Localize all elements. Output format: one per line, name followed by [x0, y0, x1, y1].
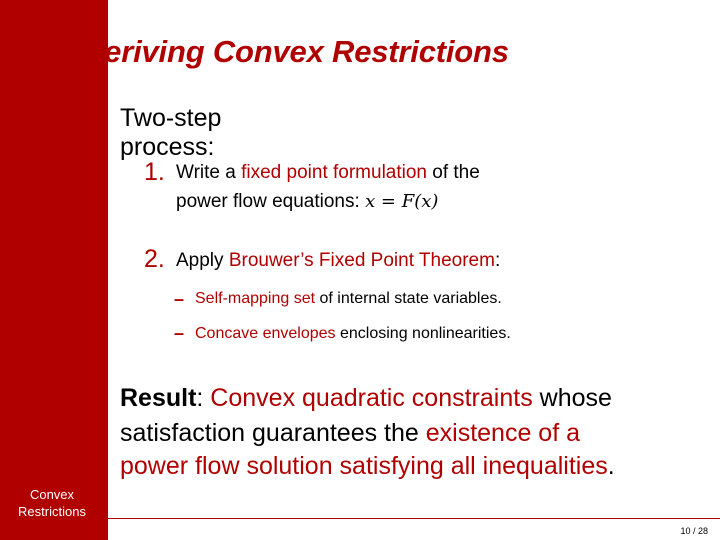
step-text-part: :: [494, 250, 501, 271]
result-highlight: power flow solution satisfying all inequalities: [120, 452, 608, 480]
step-text: [176, 247, 616, 275]
result-line: [120, 419, 710, 448]
page-number: 10 / 28: [680, 526, 708, 536]
step-text: [176, 159, 596, 187]
bullet-dot: •: [99, 386, 107, 408]
step-text-part: power flow equations:: [176, 191, 360, 212]
step-text-part: Write a: [176, 162, 242, 183]
step-highlight: Brouwer’s Fixed Point Theorem: [228, 250, 495, 271]
step-text-part: of the: [427, 162, 480, 183]
sub-item: [195, 324, 635, 344]
result-text: .: [607, 452, 615, 480]
result-colon: :: [196, 384, 204, 412]
sub-dash: –: [174, 289, 185, 309]
result-text: satisfaction guarantees the: [120, 419, 426, 447]
result-highlight: existence of a: [425, 419, 581, 447]
math-expression: x = F(x): [365, 191, 439, 212]
bullet-text: Two-step process:: [120, 104, 222, 161]
step-text: [176, 188, 596, 216]
step-highlight: fixed point formulation: [241, 162, 427, 183]
result-line: [120, 452, 710, 481]
sub-highlight: Concave envelopes: [195, 325, 336, 342]
sub-dash: –: [174, 323, 185, 343]
bullet-dot: •: [99, 108, 107, 130]
step-text-part: Apply: [176, 250, 229, 271]
step-number: 2.: [144, 245, 165, 273]
sidebar-label: Convex Restrictions: [18, 487, 86, 519]
sub-text: enclosing nonlinearities.: [335, 325, 511, 342]
footer-divider: [108, 518, 720, 519]
sub-item: [195, 289, 635, 309]
sidebar-curve: [60, 0, 120, 540]
sub-text: of internal state variables.: [315, 290, 502, 307]
slide-title: Deriving Convex Restrictions: [82, 34, 509, 69]
result-text: whose: [532, 384, 612, 412]
result-highlight: Convex quadratic constraints: [203, 384, 533, 412]
sub-highlight: Self-mapping set: [195, 290, 316, 307]
step-number: 1.: [144, 158, 165, 186]
result-line: [120, 384, 710, 413]
result-label: Result: [120, 384, 197, 412]
